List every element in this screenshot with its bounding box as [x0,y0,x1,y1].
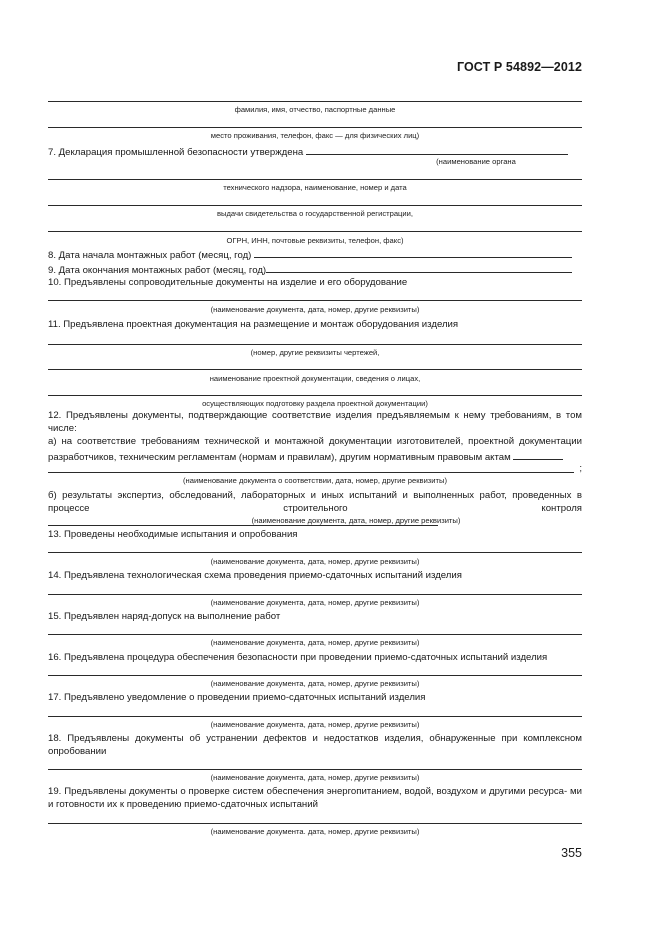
form-line [48,823,582,824]
form-line [48,344,582,345]
item-13: 13. Проведены необходимые испытания и опробования [48,529,298,540]
form-line [48,101,582,102]
page-number: 355 [561,846,582,860]
form-line [48,716,582,717]
item-19: 19. Предъявлены документы о проверке систем обеспечения энергопитанием, водой, воздухом и другими ресурса- ми и готовности их к проведению приемо-сдаточных испытаний [48,786,582,810]
item-15: 15. Предъявлен наряд-допуск на выполнение работ [48,611,281,622]
caption-organ-3: выдачи свидетельства о государственной регистрации, [217,209,413,218]
item-12a: а) на соответствие требованиям технической и монтажной документации изготовителей, проектной документации разработчиков, техническим регламентам (нормам и правилам), другим нормативным правовым актам [48,436,582,463]
item-8: 8. Дата начала монтажных работ (месяц, год) [48,247,582,263]
item-18: 18. Предъявлены документы об устранении дефектов и недостатков изделия, обнаруженные при комплексном опробовании [48,733,582,757]
form-line [48,369,582,370]
fill-line [513,449,563,460]
form-line [48,300,582,301]
caption-doc-14: (наименование документа, дата, номер, другие реквизиты) [210,598,420,607]
caption-residence: место проживания, телефон, факс — для физических лиц) [210,131,420,140]
form-line [48,769,582,770]
item-16: 16. Предъявлена процедура обеспечения безопасности при проведении приемо-сдаточных испытаний изделия [48,652,548,663]
caption-doc-10: (наименование документа, дата, номер, другие реквизиты) [210,305,420,314]
caption-organ-2: технического надзора, наименование, номер и дата [223,183,407,192]
item-10: 10. Предъявлены сопроводительные документы на изделие и его оборудование [48,277,408,288]
caption-doc-12b: (наименование документа, дата, номер, другие реквизиты) [251,516,461,525]
item-12: 12. Предъявлены документы, подтверждающие соответствие изделия предъявляемым к нему требованиям, в том числе: [48,410,582,434]
caption-drawing: (номер, другие реквизиты чертежей, [250,348,380,357]
form-line [48,179,582,180]
item-9: 9. Дата окончания монтажных работ (месяц, год) [48,262,582,278]
caption-project: наименование проектной документации, сведения о лицах, [209,374,421,383]
form-line [48,395,582,396]
fill-line [266,262,572,273]
form-line [48,205,582,206]
caption-doc-17: (наименование документа, дата, номер, другие реквизиты) [210,720,420,729]
item-14: 14. Предъявлена технологическая схема проведения приемо-сдаточных испытаний изделия [48,570,462,581]
caption-doc-16: (наименование документа, дата, номер, другие реквизиты) [210,679,420,688]
caption-doc-13: (наименование документа, дата, номер, другие реквизиты) [210,557,420,566]
form-line [48,675,582,676]
caption-doc-15: (наименование документа, дата, номер, другие реквизиты) [210,638,420,647]
form-line [48,552,582,553]
form-line [48,634,582,635]
item-7: 7. Декларация промышленной безопасности утверждена [48,144,582,160]
caption-organ-1: (наименование органа [436,157,516,166]
form-line [48,127,582,128]
caption-prep: осуществляющих подготовку раздела проектной документации) [202,399,428,408]
fill-line [306,144,568,155]
caption-fio: фамилия, имя, отчество, паспортные данные [234,105,396,114]
item-11: 11. Предъявлена проектная документация на размещение и монтаж оборудования изделия [48,319,459,330]
caption-doc-12a: (наименование документа о соответствии, дата, номер, другие реквизиты) [183,476,447,485]
item-17: 17. Предъявлено уведомление о проведении приемо-сдаточных испытаний изделия [48,692,426,703]
caption-doc-18: (наименование документа, дата, номер, другие реквизиты) [210,773,420,782]
form-line [48,472,574,473]
item-12b: б) результаты экспертиз, обследований, лабораторных и иных испытаний и выполненных работ, проведенных в процессе строительного контроля [48,490,582,531]
semicolon: ; [579,463,582,474]
form-line [48,231,582,232]
caption-doc-19: (наименование документа. дата, номер, другие реквизиты) [210,827,420,836]
standard-header: ГОСТ Р 54892—2012 [456,60,582,74]
form-line [48,594,582,595]
fill-line [254,247,572,258]
caption-organ-4: ОГРН, ИНН, почтовые реквизиты, телефон, факс) [226,236,404,245]
